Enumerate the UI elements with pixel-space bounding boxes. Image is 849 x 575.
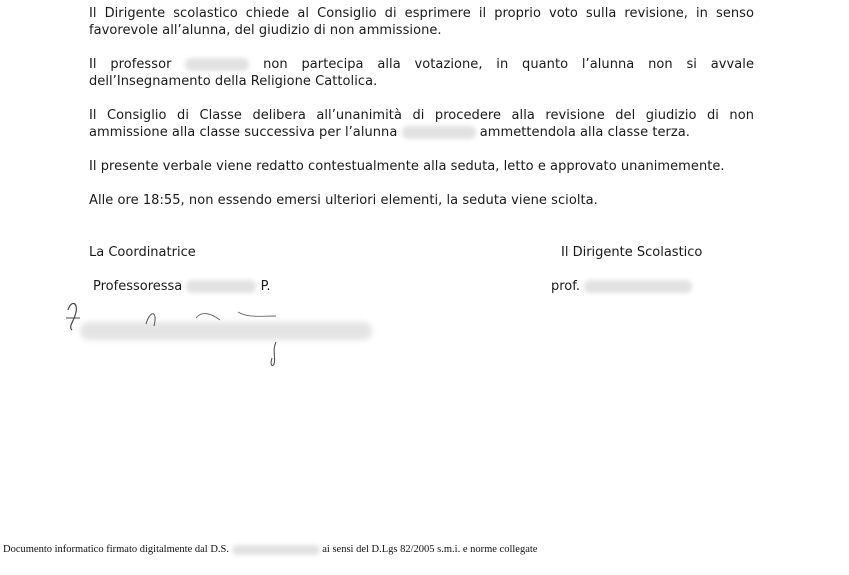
coordinator-name [93, 278, 271, 295]
redacted-name [584, 280, 692, 293]
paragraph-text: Il Consiglio di Classe delibera all’unanimità di procedere alla revisione del giudizio di non ammissione alla classe successiva per l’alunna [89, 108, 754, 140]
paragraph-deliberation [89, 107, 754, 141]
principal-name [551, 278, 692, 295]
redacted-name [185, 58, 249, 71]
paragraph-text: Il presente verbale viene redatto contestualmente alla seduta, letto e approvato unanimemente. [89, 159, 725, 174]
redacted-name [186, 280, 256, 293]
paragraph-approval [89, 158, 754, 175]
coordinator-prefix: Professoressa [93, 279, 183, 294]
handwritten-signature [62, 296, 382, 368]
footer-text: ai sensi del D.Lgs 82/2005 s.m.i. e norme collegate [322, 544, 538, 555]
paragraph-text: Alle ore 18:55, non essendo emersi ulteriori elementi, la seduta viene sciolta. [89, 193, 598, 208]
paragraph-text: ammettendola alla classe terza. [479, 125, 690, 140]
paragraph-text: Il professor [89, 57, 172, 72]
principal-prefix: prof. [551, 279, 581, 294]
coordinator-title: La Coordinatrice [89, 245, 196, 260]
paragraph-text: Il Dirigente scolastico chiede al Consiglio di esprimere il proprio voto sulla revisione, in senso favorevole all’alunna, del giudizio di non ammissione. [89, 6, 754, 38]
paragraph-religion-teacher [89, 56, 754, 90]
redacted-name [402, 126, 476, 139]
paragraph-vote-request [89, 5, 754, 39]
redacted-name [232, 545, 320, 555]
footer-text: Documento informatico firmato digitalmente dal D.S. [3, 544, 229, 555]
principal-title: Il Dirigente Scolastico [561, 245, 703, 260]
paragraph-closing [89, 192, 754, 209]
paragraph-text: non partecipa alla votazione, in quanto l’alunna non si avvale dell’Insegnamento della Religione Cattolica. [89, 57, 754, 89]
coordinator-suffix: P. [260, 279, 271, 294]
digital-signature-footer [3, 543, 537, 557]
